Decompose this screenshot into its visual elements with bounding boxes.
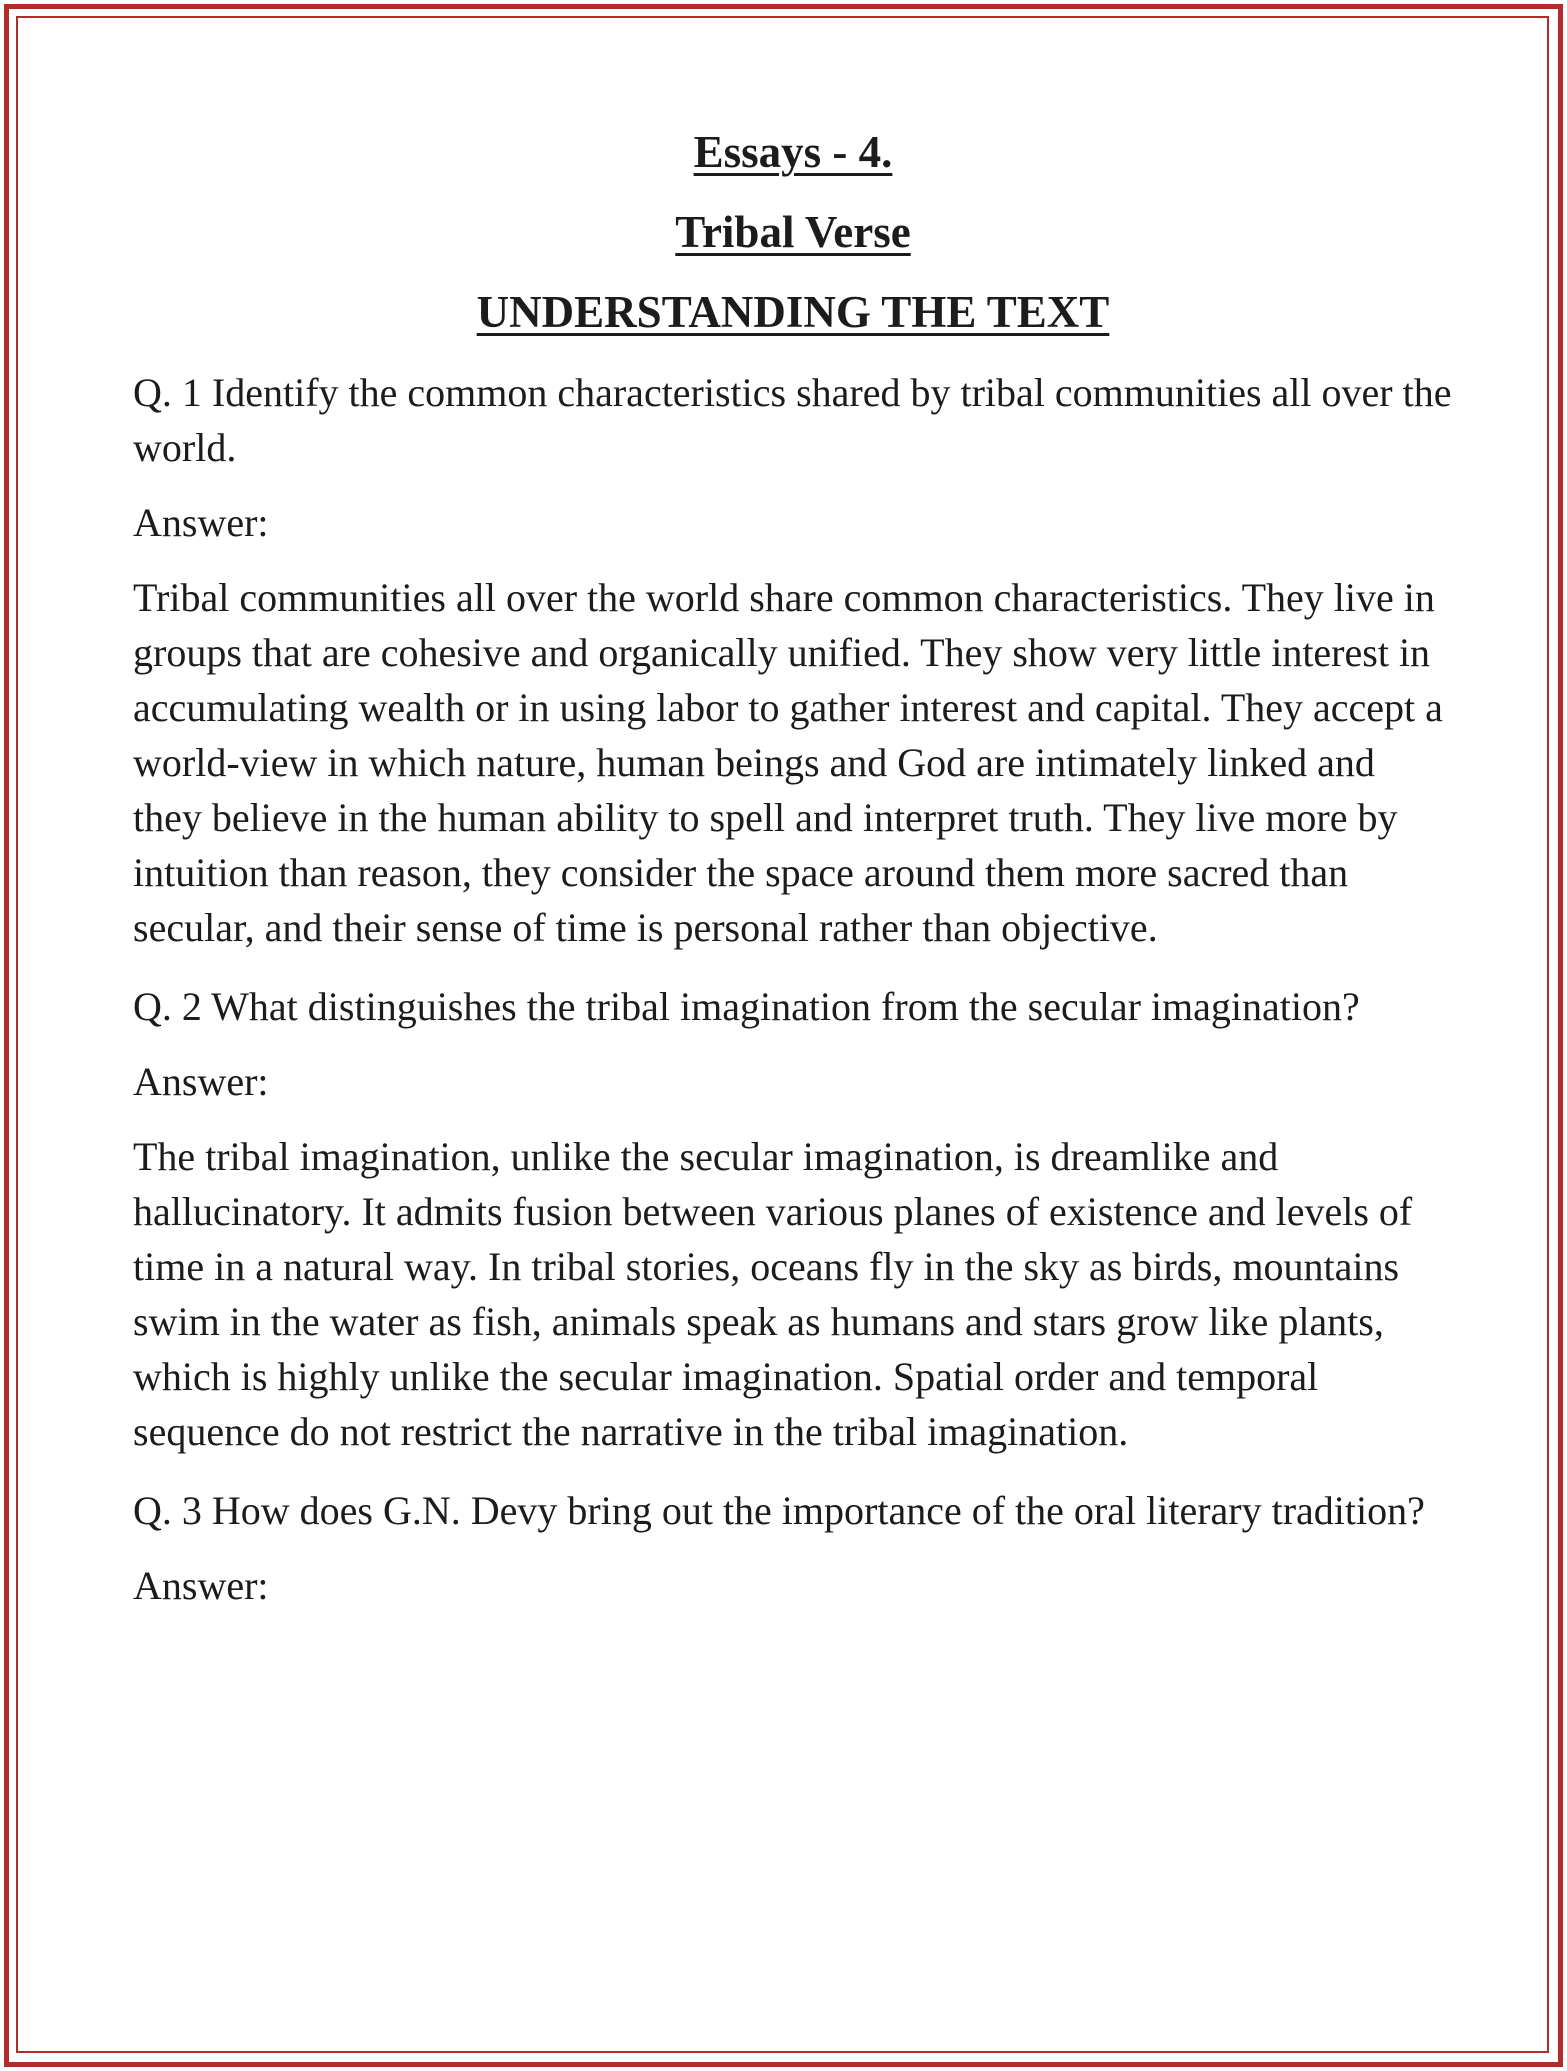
question-1: Q. 1 Identify the common characteristics shared by tribal communities all over the world. <box>133 370 1452 470</box>
answer-label-1: Answer: <box>133 500 269 545</box>
section-heading: UNDERSTANDING THE TEXT <box>476 287 1110 337</box>
document-page <box>133 127 1453 1613</box>
answer-label-2: Answer: <box>133 1059 269 1104</box>
document-subtitle: Tribal Verse <box>675 207 911 257</box>
answer-label-3: Answer: <box>133 1563 269 1608</box>
question-2: Q. 2 What distinguishes the tribal imagination from the secular imagination? <box>133 984 1360 1029</box>
question-3: Q. 3 How does G.N. Devy bring out the importance of the oral literary tradition? <box>133 1488 1425 1533</box>
document-title: Essays - 4. <box>693 127 893 177</box>
answer-1: Tribal communities all over the world share common characteristics. They live in groups that are cohesive and organically unified. They show very little interest in accumulating wealth or in using labor to gather interest and capital. They accept a world-view in which nature, human beings and God are intimately linked and they believe in the human ability to spell and interpret truth. They live more by intuition than reason, they consider the space around them more sacred than secular, and their sense of time is personal rather than objective. <box>133 575 1443 950</box>
answer-2: The tribal imagination, unlike the secular imagination, is dreamlike and hallucinatory. It admits fusion between various planes of existence and levels of time in a natural way. In tribal stories, oceans fly in the sky as birds, mountains swim in the water as fish, animals speak as humans and stars grow like plants, which is highly unlike the secular imagination. Spatial order and temporal sequence do not restrict the narrative in the tribal imagination. <box>133 1134 1413 1454</box>
